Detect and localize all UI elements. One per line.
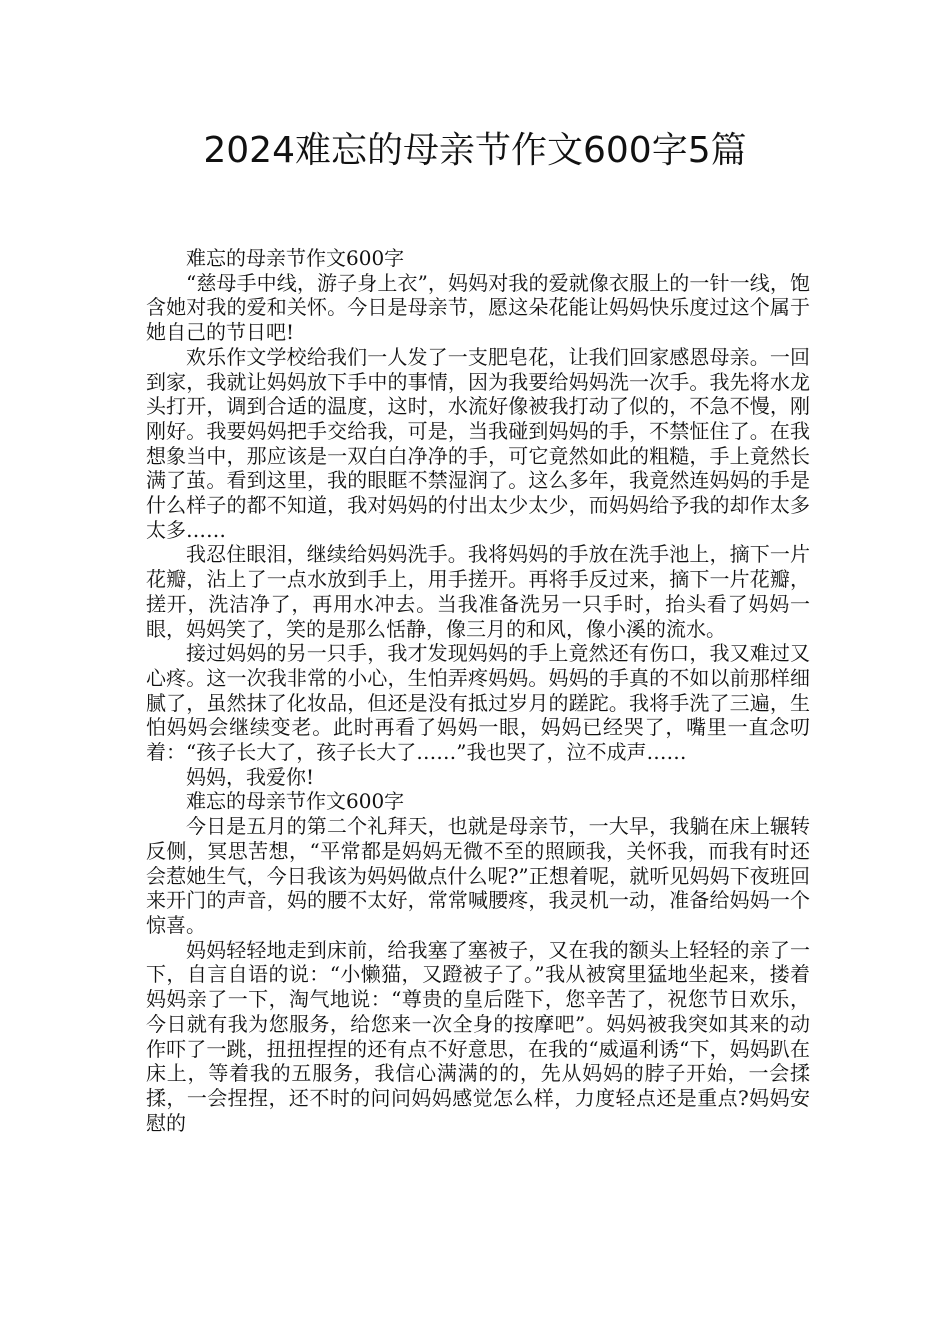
document-body xyxy=(146,246,810,1135)
paragraph: 欢乐作文学校给我们一人发了一支肥皂花，让我们回家感恩母亲。一回到家，我就让妈妈放下手中的事情，因为我要给妈妈洗一次手。我先将水龙头打开，调到合适的温度，这时，水流好像被我打动了似的，不急不慢，刚刚好。我要妈妈把手交给我，可是，当我碰到妈妈的手，不禁怔住了。在我想象当中，那应该是一双白白净净的手，可它竟然如此的粗糙，手上竟然长满了茧。看到这里，我的眼眶不禁湿润了。这么多年，我竟然连妈妈的手是什么样子的都不知道，我对妈妈的付出太少太少，而妈妈给予我的却作太多太多…… xyxy=(146,344,810,542)
document-title: 2024难忘的母亲节作文600字5篇 xyxy=(203,130,747,171)
paragraph: 今日是五月的第二个礼拜天，也就是母亲节，一大早，我躺在床上辗转反侧，冥思苦想，“平常都是妈妈无微不至的照顾我，关怀我，而我有时还会惹她生气，今日我该为妈妈做点什么呢?”正想着呢，就听见妈妈下夜班回来开门的声音，妈的腰不太好，常常喊腰疼，我灵机一动，准备给妈妈一个惊喜。 xyxy=(146,814,810,937)
paragraph: 妈妈，我爱你! xyxy=(186,764,315,789)
section-heading-1: 难忘的母亲节作文600字 xyxy=(186,246,405,270)
paragraph: 我忍住眼泪，继续给妈妈洗手。我将妈妈的手放在洗手池上，摘下一片花瓣，沾上了一点水放到手上，用手搓开。再将手反过来，摘下一片花瓣，搓开，洗洁净了，再用水冲去。当我准备洗另一只手时，抬头看了妈妈一眼，妈妈笑了，笑的是那么恬静，像三月的和风，像小溪的流水。 xyxy=(146,542,810,641)
paragraph: 妈妈轻轻地走到床前，给我塞了塞被子，又在我的额头上轻轻的亲了一下，自言自语的说：“小懒猫，又蹬被子了。”我从被窝里猛地坐起来，搂着妈妈亲了一下，淘气地说：“尊贵的皇后陛下，您辛苦了，祝您节日欢乐，今日就有我为您服务，给您来一次全身的按摩吧”。妈妈被我突如其来的动作吓了一跳，扭扭捏捏的还有点不好意思，在我的“威逼利诱“下，妈妈趴在床上，等着我的五服务，我信心满满的的，先从妈妈的脖子开始，一会揉揉，一会捏捏，还不时的问问妈妈感觉怎么样，力度轻点还是重点?妈妈安慰的 xyxy=(146,937,810,1135)
section-heading-2: 难忘的母亲节作文600字 xyxy=(186,789,405,814)
paragraph: “慈母手中线，游子身上衣”，妈妈对我的爱就像衣服上的一针一线，饱含她对我的爱和关怀。今日是母亲节，愿这朵花能让妈妈快乐度过这个属于她自己的节日吧! xyxy=(146,270,810,345)
paragraph: 接过妈妈的另一只手，我才发现妈妈的手上竟然还有伤口，我又难过又心疼。这一次我非常的小心，生怕弄疼妈妈。妈妈的手真的不如以前那样细腻了，虽然抹了化妆品，但还是没有抵过岁月的蹉跎。我将手洗了三遍，生怕妈妈会继续变老。此时再看了妈妈一眼，妈妈已经哭了，嘴里一直念叨着：“孩子长大了，孩子长大了……”我也哭了，泣不成声…… xyxy=(146,641,810,765)
